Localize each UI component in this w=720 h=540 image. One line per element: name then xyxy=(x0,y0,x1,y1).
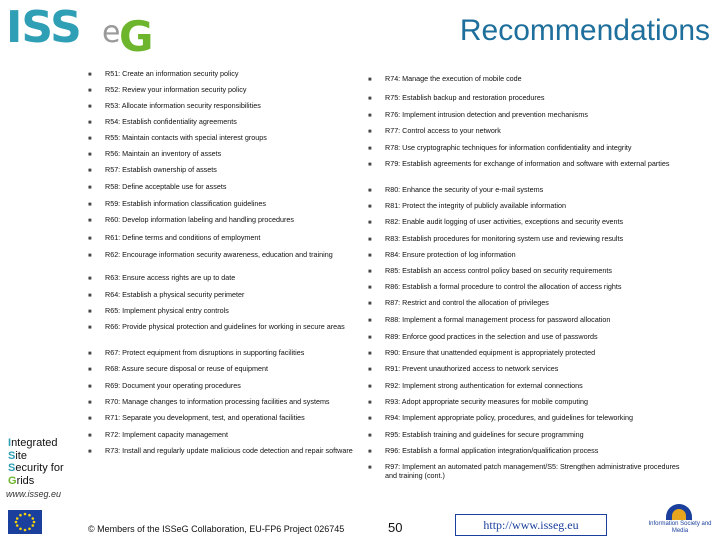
bullet-icon: ■ xyxy=(368,253,372,259)
bullet-icon: ■ xyxy=(88,433,92,439)
bullet-icon: ■ xyxy=(88,120,92,126)
logo-g: G xyxy=(119,12,154,61)
list-item: ■ R79: Establish agreements for exchange of information and software with external parties xyxy=(368,159,670,168)
list-item: ■ R52: Review your information security policy xyxy=(88,85,247,94)
bullet-icon: ■ xyxy=(368,113,372,119)
bullet-icon: ■ xyxy=(368,400,372,406)
list-item: ■ R67: Protect equipment from disruptions in supporting facilities xyxy=(88,348,305,357)
list-item: ■ R95: Establish training and guidelines for secure programming xyxy=(368,430,584,439)
bullet-icon: ■ xyxy=(88,309,92,315)
bullet-icon: ■ xyxy=(368,367,372,373)
list-item: ■ R51: Create an information security policy xyxy=(88,69,239,78)
bullet-icon: ■ xyxy=(88,384,92,390)
bullet-icon: ■ xyxy=(368,162,372,168)
list-item: ■ R74: Manage the execution of mobile code xyxy=(368,74,522,83)
bullet-icon: ■ xyxy=(88,88,92,94)
list-item: ■ R70: Manage changes to information processing facilities and systems xyxy=(88,397,330,406)
bullet-icon: ■ xyxy=(88,185,92,191)
bullet-icon: ■ xyxy=(88,202,92,208)
bullet-icon: ■ xyxy=(88,449,92,455)
list-item: ■ R72: Implement capacity management xyxy=(88,430,229,439)
list-item: ■ R59: Establish information classification guidelines xyxy=(88,199,267,208)
bullet-icon: ■ xyxy=(88,168,92,174)
list-item: ■ R82: Enable audit logging of user activities, exceptions and security events xyxy=(368,217,624,226)
bullet-icon: ■ xyxy=(88,72,92,78)
bullet-icon: ■ xyxy=(88,104,92,110)
list-item: ■ R64: Establish a physical security perimeter xyxy=(88,290,245,299)
list-item: ■ R86: Establish a formal procedure to control the allocation of access rights xyxy=(368,282,622,291)
bullet-icon: ■ xyxy=(368,351,372,357)
information-society-logo xyxy=(644,504,716,538)
list-item: ■ R61: Define terms and conditions of employment xyxy=(88,233,261,242)
list-item: ■ R76: Implement intrusion detection and prevention mechanisms xyxy=(368,110,588,119)
page-title: Recommendations xyxy=(459,14,710,47)
bullet-icon: ■ xyxy=(368,433,372,439)
list-item: ■ R83: Establish procedures for monitoring system use and reviewing results xyxy=(368,234,624,243)
bullet-icon: ■ xyxy=(368,465,372,471)
isseg-logo xyxy=(6,4,156,60)
bullet-icon: ■ xyxy=(368,384,372,390)
list-item: ■ R68: Assure secure disposal or reuse of equipment xyxy=(88,364,269,373)
bullet-icon: ■ xyxy=(88,351,92,357)
list-item: ■ R89: Enforce good practices in the selection and use of passwords xyxy=(368,332,598,341)
website-link[interactable]: http://www.isseg.eu xyxy=(455,514,607,536)
list-item: ■ R75: Establish backup and restoration procedures xyxy=(368,93,545,102)
list-item: ■ R96: Establish a formal application integration/qualification process xyxy=(368,446,599,455)
bullet-icon: ■ xyxy=(368,285,372,291)
list-item: ■ R57: Establish ownership of assets xyxy=(88,165,217,174)
list-item: ■ R78: Use cryptographic techniques for information confidentiality and integrity xyxy=(368,143,632,152)
list-item: ■ R63: Ensure access rights are up to date xyxy=(88,273,236,282)
partner-logo-text: Information Society and Media xyxy=(648,521,712,534)
bullet-icon: ■ xyxy=(368,269,372,275)
page-number: 50 xyxy=(388,520,403,535)
list-item: ■ R88: Implement a formal management process for password allocation xyxy=(368,315,611,324)
bullet-icon: ■ xyxy=(88,253,92,259)
bullet-icon: ■ xyxy=(88,152,92,158)
list-item: ■ R94: Implement appropriate policy, procedures, and guidelines for teleworking xyxy=(368,413,633,422)
list-item: ■ R90: Ensure that unattended equipment is appropriately protected xyxy=(368,348,596,357)
list-item: ■ R85: Establish an access control policy based on security requirements xyxy=(368,266,612,275)
logo-e: e xyxy=(102,15,121,50)
list-item: ■ R84: Ensure protection of log information xyxy=(368,250,516,259)
bullet-icon: ■ xyxy=(88,416,92,422)
list-item: ■ R53: Allocate information security responsibilities xyxy=(88,101,261,110)
list-item: ■ R91: Prevent unauthorized access to network services xyxy=(368,364,559,373)
eu-stars-icon xyxy=(8,510,42,534)
list-item: ■ R71: Separate you development, test, and operational facilities xyxy=(88,413,305,422)
bullet-icon: ■ xyxy=(368,129,372,135)
list-item: ■ R66: Provide physical protection and guidelines for working in secure areas xyxy=(88,322,345,331)
list-item: ■ R81: Protect the integrity of publicly available information xyxy=(368,201,566,210)
bullet-icon: ■ xyxy=(368,188,372,194)
bullet-icon: ■ xyxy=(368,220,372,226)
bullet-icon: ■ xyxy=(368,96,372,102)
bullet-icon: ■ xyxy=(368,318,372,324)
sidebar-tagline xyxy=(8,437,64,487)
tagline-line: Site xyxy=(8,449,27,462)
bullet-icon: ■ xyxy=(88,400,92,406)
bullet-icon: ■ xyxy=(88,325,92,331)
list-item: ■ R55: Maintain contacts with special interest groups xyxy=(88,133,267,142)
bullet-icon: ■ xyxy=(368,416,372,422)
eu-flag-logo xyxy=(8,510,42,534)
list-item: ■ R65: Implement physical entry controls xyxy=(88,306,229,315)
logo-iss: ISS xyxy=(6,2,81,53)
list-item: ■ R92: Implement strong authentication for external connections xyxy=(368,381,583,390)
list-item: ■ R54: Establish confidentiality agreements xyxy=(88,117,237,126)
list-item: ■ R73: Install and regularly update malicious code detection and repair software xyxy=(88,446,353,455)
bullet-icon: ■ xyxy=(88,367,92,373)
list-item: ■ R93: Adopt appropriate security measures for mobile computing xyxy=(368,397,588,406)
list-item: ■ R69: Document your operating procedures xyxy=(88,381,241,390)
website-label: www.isseg.eu xyxy=(6,489,62,499)
list-item: ■ R97: Implement an automated patch management/S5: Strengthen administrative procedures and training (cont.) xyxy=(368,462,680,480)
bullet-icon: ■ xyxy=(368,77,372,83)
bullet-icon: ■ xyxy=(368,449,372,455)
bullet-icon: ■ xyxy=(368,301,372,307)
list-item: ■ R58: Define acceptable use for assets xyxy=(88,182,227,191)
bullet-icon: ■ xyxy=(368,237,372,243)
list-item: ■ R62: Encourage information security awareness, education and training xyxy=(88,250,333,259)
bullet-icon: ■ xyxy=(368,204,372,210)
tagline-line: Grids xyxy=(8,474,35,487)
bullet-icon: ■ xyxy=(88,293,92,299)
list-item: ■ R56: Maintain an inventory of assets xyxy=(88,149,222,158)
copyright-notice: © Members of the ISSeG Collaboration, EU-FP6 Project 026745 xyxy=(88,524,345,534)
list-item: ■ R87: Restrict and control the allocation of privileges xyxy=(368,298,549,307)
bullet-icon: ■ xyxy=(88,136,92,142)
logo-arc-inner-icon xyxy=(672,509,686,520)
bullet-icon: ■ xyxy=(88,218,92,224)
tagline-line: Security for xyxy=(8,462,64,474)
list-item: ■ R60: Develop information labeling and handling procedures xyxy=(88,215,294,224)
bullet-icon: ■ xyxy=(88,236,92,242)
tagline-line: Integrated xyxy=(8,437,58,449)
bullet-icon: ■ xyxy=(368,335,372,341)
list-item: ■ R77: Control access to your network xyxy=(368,126,501,135)
list-item: ■ R80: Enhance the security of your e-mail systems xyxy=(368,185,544,194)
bullet-icon: ■ xyxy=(368,146,372,152)
bullet-icon: ■ xyxy=(88,276,92,282)
